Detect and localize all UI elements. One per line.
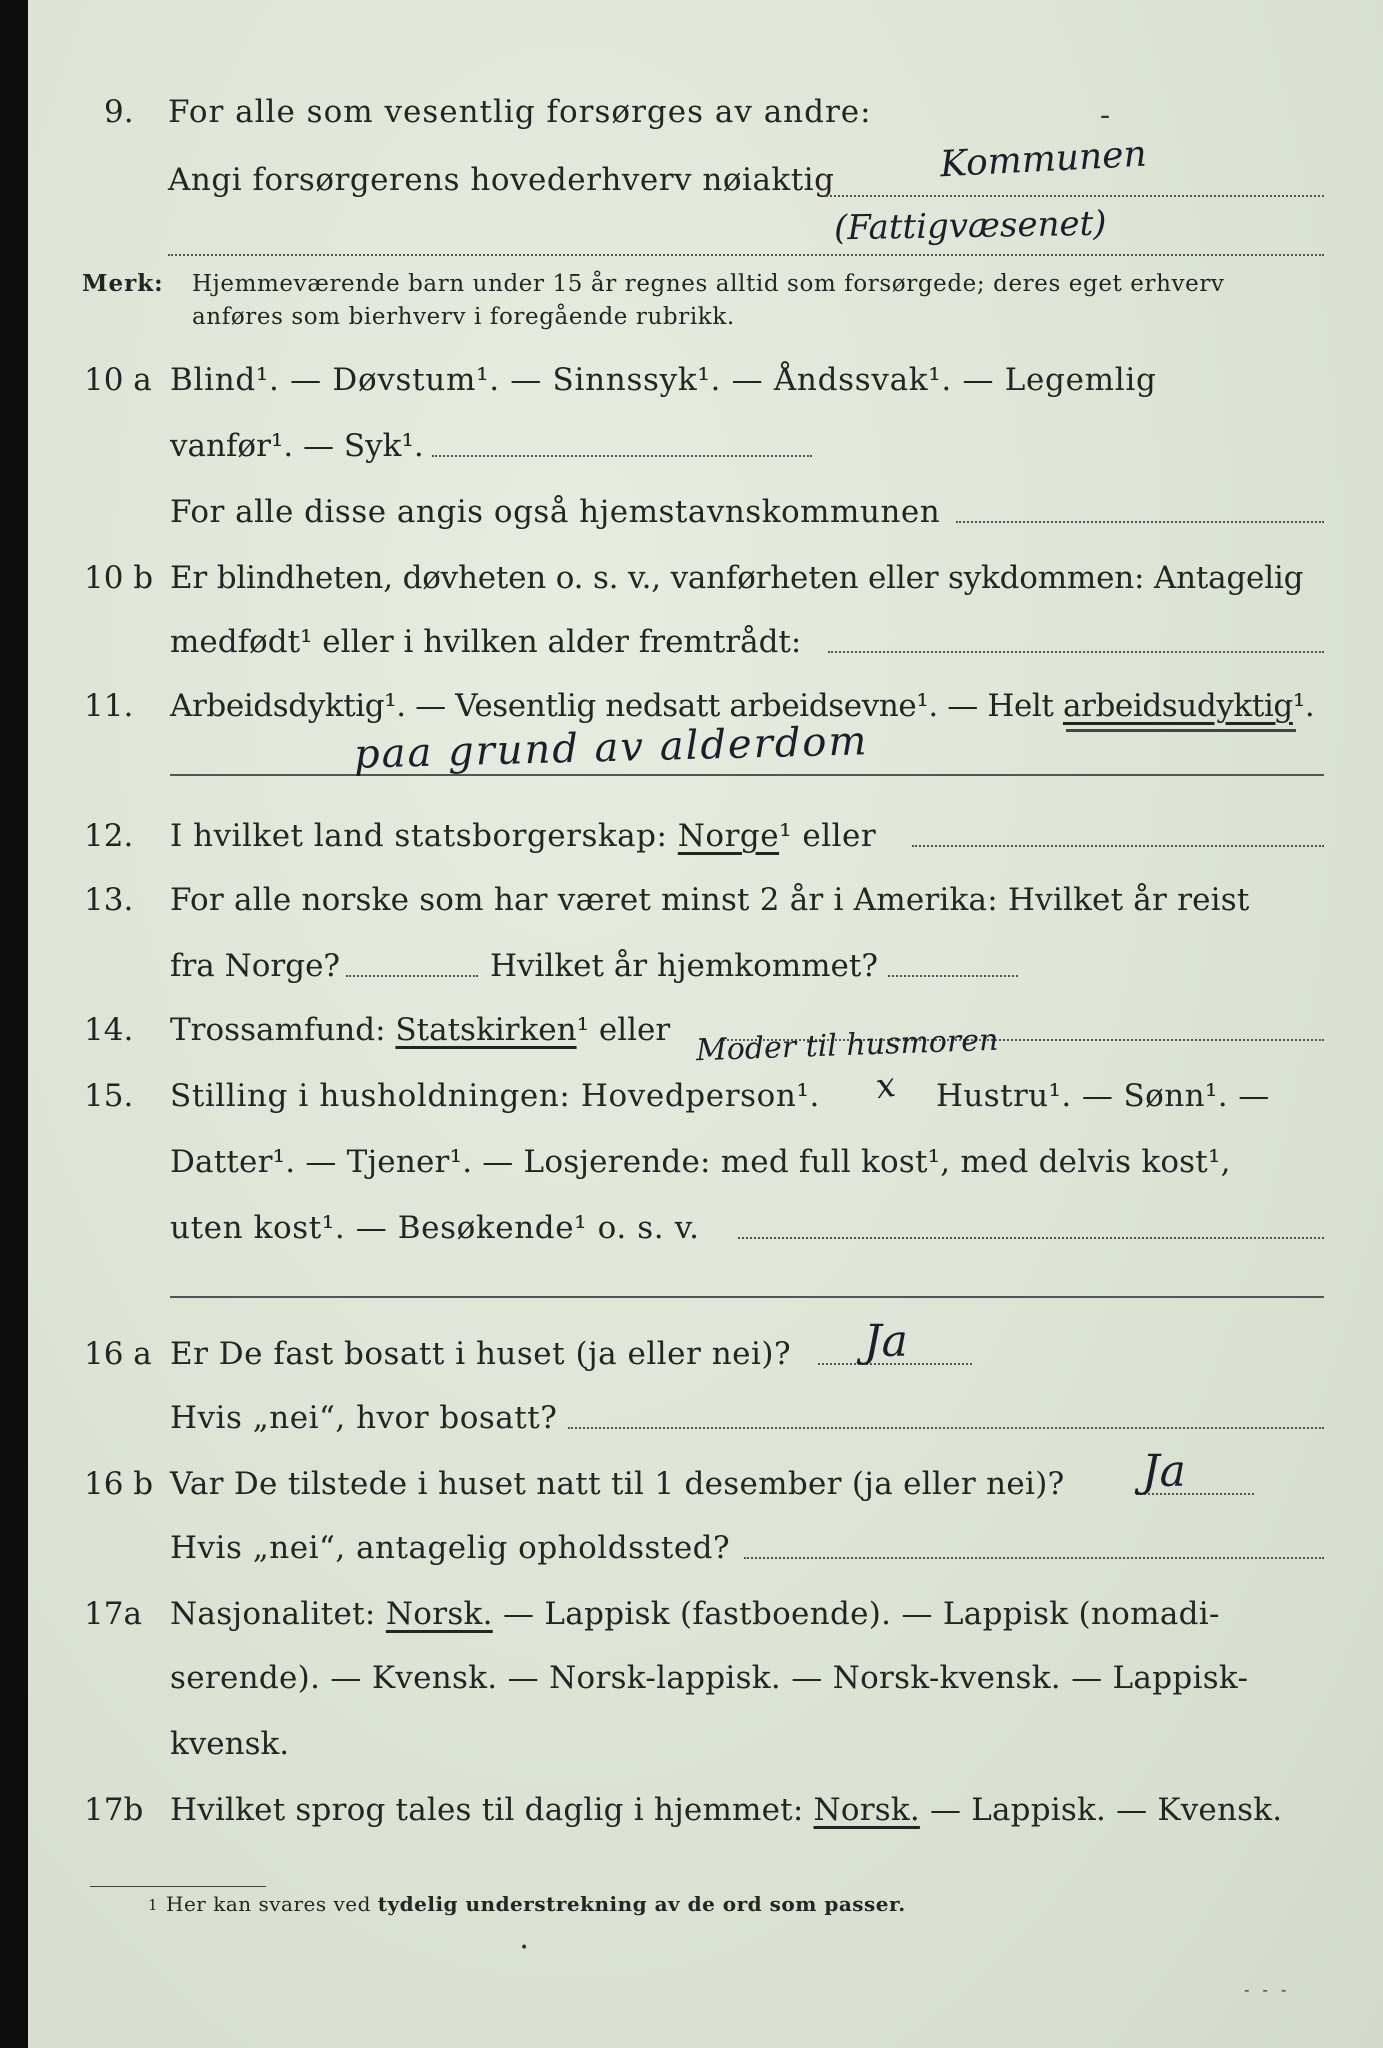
census-form-page	[28, 0, 1383, 2048]
q11-line1	[170, 688, 1314, 724]
q15-number: 15.	[84, 1078, 134, 1114]
q17b-line	[170, 1792, 1282, 1828]
q14-handwritten-answer: Moder til husmoren	[695, 1022, 999, 1069]
q16b-handwritten-answer: Ja	[1142, 1446, 1186, 1497]
q15-answer-line1	[738, 1237, 1324, 1239]
q9-answer-line2	[168, 254, 1324, 256]
ink-dot: •	[520, 1940, 529, 1956]
q10a-line3: For alle disse angis også hjemstavnskommunen	[170, 494, 941, 530]
q11-line1-text: Arbeidsdyktig¹. — Vesentlig nedsatt arbeidsevne¹. — Helt	[170, 688, 1063, 724]
q10a-line2: vanfør¹. — Syk¹.	[170, 428, 424, 464]
q10a-answer-line2	[956, 521, 1324, 523]
q9-line2: Angi forsørgerens hovederhverv nøiaktig	[168, 162, 835, 198]
q10b-answer-line	[828, 651, 1324, 653]
q11-line1-end: ¹.	[1292, 688, 1315, 724]
q16a-line1: Er De fast bosatt i huset (ja eller nei)?	[170, 1336, 792, 1372]
q17a-text: Nasjonalitet:	[170, 1596, 386, 1632]
q14-line	[170, 1012, 670, 1048]
q15-line3: uten kost¹. — Besøkende¹ o. s. v.	[170, 1210, 700, 1246]
merk-line2: anføres som bierhverv i foregående rubrikk.	[192, 304, 735, 330]
q13-hjemkommet-answer-line	[888, 975, 1018, 977]
q14-text: Trossamfund:	[170, 1012, 396, 1048]
q16b-line1: Var De tilstede i huset natt til 1 desember (ja eller nei)?	[170, 1466, 1065, 1502]
q14-underlined-choice: Statskirken	[395, 1012, 577, 1048]
q16b-line2: Hvis „nei“, antagelig opholdssted?	[170, 1530, 731, 1566]
q14-text-end: ¹ eller	[576, 1012, 671, 1048]
q11-underlined-choice: arbeidsudyktig	[1062, 688, 1293, 724]
q16a-answer-line2	[568, 1427, 1324, 1429]
q13-reist-answer-line	[346, 975, 478, 977]
q17b-text-end: — Lappisk. — Kvensk.	[919, 1792, 1283, 1828]
q10b-line1: Er blindheten, døvheten o. s. v., vanførheten eller sykdommen: Antagelig	[170, 560, 1304, 596]
q11-answer-line	[170, 774, 1324, 776]
q9-dash-mark: -	[1100, 98, 1111, 133]
ink-dashes: - - -	[1244, 1980, 1291, 1999]
q17b-text: Hvilket sprog tales til daglig i hjemmet:	[170, 1792, 814, 1828]
q12-text-end: ¹ eller	[779, 818, 877, 854]
q17a-line1	[170, 1596, 1220, 1632]
q17b-underlined-choice: Norsk.	[813, 1792, 920, 1828]
q17a-line3: kvensk.	[170, 1726, 290, 1762]
q15-line1: Stilling i husholdningen: Hovedperson¹.	[170, 1078, 820, 1114]
q17a-underlined-choice: Norsk.	[385, 1596, 493, 1632]
q9-line1: For alle som vesentlig forsørges av andre:	[168, 94, 872, 130]
q12-text: I hvilket land statsborgerskap:	[170, 818, 678, 854]
q11-handwritten-answer: paa grund av alderdom	[353, 718, 869, 778]
q13-line2a: fra Norge?	[170, 948, 341, 984]
q10a-line1: Blind¹. — Døvstum¹. — Sinnssyk¹. — Åndssvak¹. — Legemlig	[170, 362, 1157, 398]
q9-answer-line1	[826, 195, 1324, 197]
q13-number: 13.	[84, 882, 134, 918]
q17a-number: 17a	[84, 1596, 142, 1632]
q12-line	[170, 818, 876, 854]
q9-number: 9.	[104, 94, 134, 130]
q16a-handwritten-answer: Ja	[864, 1316, 908, 1367]
q14-number: 14.	[84, 1012, 134, 1048]
q10a-answer-line1	[432, 455, 812, 457]
q15-line2: Datter¹. — Tjener¹. — Losjerende: med full kost¹, med delvis kost¹,	[170, 1144, 1231, 1180]
footnote-text-bold: tydelig understrekning av de ord som passer.	[377, 1892, 906, 1916]
q12-number: 12.	[84, 818, 134, 854]
q10b-line2: medfødt¹ eller i hvilken alder fremtrådt:	[170, 624, 802, 660]
q12-answer-line	[912, 845, 1324, 847]
q13-line2b: Hvilket år hjemkommet?	[490, 948, 878, 984]
q10b-number: 10 b	[84, 560, 154, 596]
q9-handwritten-answer2: (Fattigvæsenet)	[833, 203, 1107, 249]
footnote-text	[166, 1892, 906, 1916]
q9-handwritten-answer1: Kommunen	[939, 133, 1148, 186]
q11-number: 11.	[84, 688, 134, 724]
q16b-answer-line2	[744, 1557, 1324, 1559]
q17b-number: 17b	[84, 1792, 144, 1828]
q13-line1: For alle norske som har været minst 2 år i Amerika: Hvilket år reist	[170, 882, 1250, 918]
q12-underlined-choice: Norge	[677, 818, 780, 854]
q17a-line2: serende). — Kvensk. — Norsk-lappisk. — Norsk-kvensk. — Lappisk-	[170, 1660, 1249, 1696]
footnote-rule	[90, 1886, 266, 1887]
q10a-number: 10 a	[84, 362, 152, 398]
merk-line1: Hjemmeværende barn under 15 år regnes alltid som forsørgede; deres eget erhverv	[192, 271, 1225, 297]
q16a-line2: Hvis „nei“, hvor bosatt?	[170, 1400, 558, 1436]
q11-underline-mark	[1066, 729, 1296, 732]
q16a-number: 16 a	[84, 1336, 152, 1372]
footnote-text-plain: Her kan svares ved	[166, 1892, 378, 1916]
q16b-number: 16 b	[84, 1466, 154, 1502]
q15-line1b: Hustru¹. — Sønn¹. —	[936, 1078, 1270, 1114]
q15-answer-line2	[170, 1296, 1324, 1298]
footnote-mark: 1	[148, 1896, 158, 1914]
q17a-text-end: — Lappisk (fastboende). — Lappisk (nomadi-	[492, 1596, 1220, 1632]
q15-handwritten-mark: x	[873, 1064, 898, 1108]
merk-label: Merk:	[82, 270, 164, 297]
